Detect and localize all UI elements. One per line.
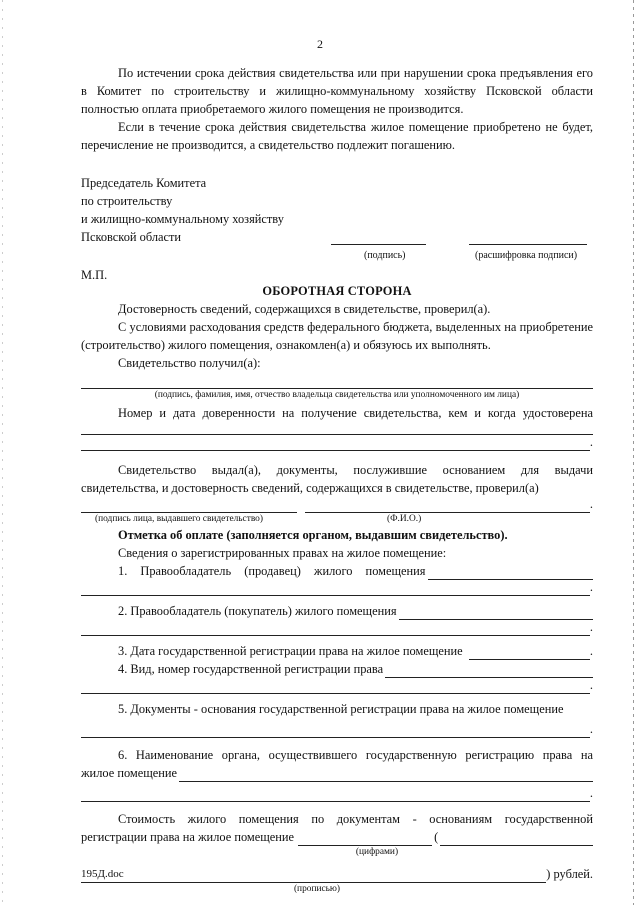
- proxy-line-2-row: [81, 435, 593, 451]
- item3-label: 3. Дата государственной регистрации права на жилое помещение: [118, 644, 463, 658]
- decode-caption: (расшифровка подписи): [475, 250, 578, 261]
- paragraph-expiry: По истечении срока действия свидетельства или при нарушении срока предъявления его в Комитет по строительству и жилищно-коммунальному хозяйству Псковской области полностью оплата приобретаемого жилого помещения не производится.: [81, 66, 593, 116]
- cost-words-field[interactable]: [81, 870, 546, 883]
- file-name-footer: 195Д.doc: [81, 868, 124, 880]
- item2-field[interactable]: [399, 607, 593, 620]
- open-paren: (: [434, 830, 439, 844]
- issuer-name-line[interactable]: [305, 500, 590, 513]
- page-number: 2: [317, 37, 323, 51]
- paragraph-not-purchased: Если в течение срока действия свидетельства жилое помещение приобретено не будет, перечисление не производится, а свидетельство подлежит погашению.: [81, 120, 593, 152]
- cost-digits-field[interactable]: [298, 833, 432, 846]
- item1-line2-row: [81, 580, 593, 596]
- item6-field[interactable]: [179, 769, 593, 782]
- payment-mark-heading: Отметка об оплате (заполняется органом, выдавшим свидетельство).: [118, 528, 508, 542]
- digits-caption: (цифрами): [355, 847, 399, 857]
- issuer-name-caption: (Ф.И.О.): [387, 514, 422, 524]
- proxy-text: Номер и дата доверенности на получение свидетельства, кем и когда удостоверена: [118, 406, 593, 420]
- item6-label: 6. Наименование органа, осуществившего государственную регистрацию права на: [118, 748, 593, 762]
- proxy-line-2[interactable]: [81, 438, 590, 451]
- item4-field[interactable]: [385, 665, 593, 678]
- scan-edge-right: [633, 0, 634, 905]
- recipient-line[interactable]: [81, 374, 593, 389]
- recipient-caption: (подпись, фамилия, имя, отчество владельца свидетельства или уполномоченного им лица): [154, 390, 520, 400]
- line-period: .: [589, 722, 593, 736]
- document-body: [81, 64, 593, 896]
- verified-text: Достоверность сведений, содержащихся в свидетельстве, проверил(а).: [118, 302, 491, 316]
- issued-text: Свидетельство выдал(а), документы, послужившие основанием для выдачи свидетельства, и достоверность сведений, содержащихся в свидетельстве, проверил(а): [81, 463, 593, 495]
- line-period: .: [589, 678, 593, 692]
- item1-row: [81, 562, 593, 580]
- issuer-signature-line[interactable]: [81, 500, 297, 513]
- item2-line2-row: [81, 620, 593, 636]
- item2-row: [81, 602, 593, 620]
- item4-label: 4. Вид, номер государственной регистрации права: [118, 662, 384, 676]
- item6-field-2[interactable]: [81, 789, 590, 802]
- rubles-label: ) рублей.: [546, 867, 593, 881]
- line-period: .: [589, 497, 593, 511]
- signature-line[interactable]: [331, 244, 426, 245]
- stamp-label: М.П.: [81, 268, 108, 282]
- item3-field[interactable]: [469, 647, 590, 660]
- item1-label: 1. Правообладатель (продавец) жилого помещения: [118, 564, 426, 578]
- cost-row-2: [81, 828, 593, 846]
- item6-label-2: жилое помещение: [81, 766, 178, 780]
- decode-line[interactable]: [469, 244, 587, 245]
- item2-label: 2. Правообладатель (покупатель) жилого помещения: [118, 604, 397, 618]
- item1-field-2[interactable]: [81, 583, 590, 596]
- conditions-text: С условиями расходования средств федерального бюджета, выделенных на приобретение (строительство) жилого помещения, ознакомлен(а) и обязуюсь их выполнять.: [81, 320, 593, 352]
- line-period: .: [589, 435, 593, 449]
- scan-edge-left: [2, 0, 3, 905]
- received-text: Свидетельство получил(а):: [118, 356, 261, 370]
- rights-intro-text: Сведения о зарегистрированных правах на жилое помещение:: [118, 546, 447, 560]
- cost-words-row: [81, 865, 593, 883]
- item6-row-2: [81, 764, 593, 782]
- item5-label: 5. Документы - основания государственной регистрации права на жилое помещение: [118, 702, 564, 716]
- cost-text: Стоимость жилого помещения по документам - основаниям государственной: [118, 812, 593, 826]
- item4-row: [81, 660, 593, 678]
- signatory-block: [81, 174, 593, 266]
- line-period: .: [589, 644, 593, 658]
- issuer-signature-caption: (подпись лица, выдавшего свидетельство): [95, 514, 263, 524]
- signatory-title-4: Псковской области: [81, 230, 182, 244]
- item6-line2-row: [81, 786, 593, 802]
- line-period: .: [589, 786, 593, 800]
- signatory-title-1: Председатель Комитета: [81, 176, 207, 190]
- signature-caption: (подпись): [364, 250, 406, 261]
- cost-words-short-field[interactable]: [440, 833, 593, 846]
- item4-line2-row: [81, 678, 593, 694]
- line-period: .: [589, 580, 593, 594]
- issuer-captions-row: [81, 513, 593, 526]
- item5-field[interactable]: [81, 725, 590, 738]
- signatory-title-2: по строительству: [81, 194, 173, 208]
- reverse-side-heading: ОБОРОТНАЯ СТОРОНА: [262, 284, 412, 298]
- item2-field-2[interactable]: [81, 623, 590, 636]
- cost-text-2: регистрации права на жилое помещение: [81, 830, 295, 844]
- line-period: .: [589, 620, 593, 634]
- proxy-line-1[interactable]: [81, 422, 593, 435]
- item4-field-2[interactable]: [81, 681, 590, 694]
- item3-row: [81, 642, 593, 660]
- issuer-lines-row: [81, 499, 593, 513]
- words-caption: (прописью): [293, 884, 341, 894]
- signatory-title-3: и жилищно-коммунальному хозяйству: [81, 212, 284, 226]
- item1-field[interactable]: [428, 567, 594, 580]
- item5-line-row: [81, 722, 593, 738]
